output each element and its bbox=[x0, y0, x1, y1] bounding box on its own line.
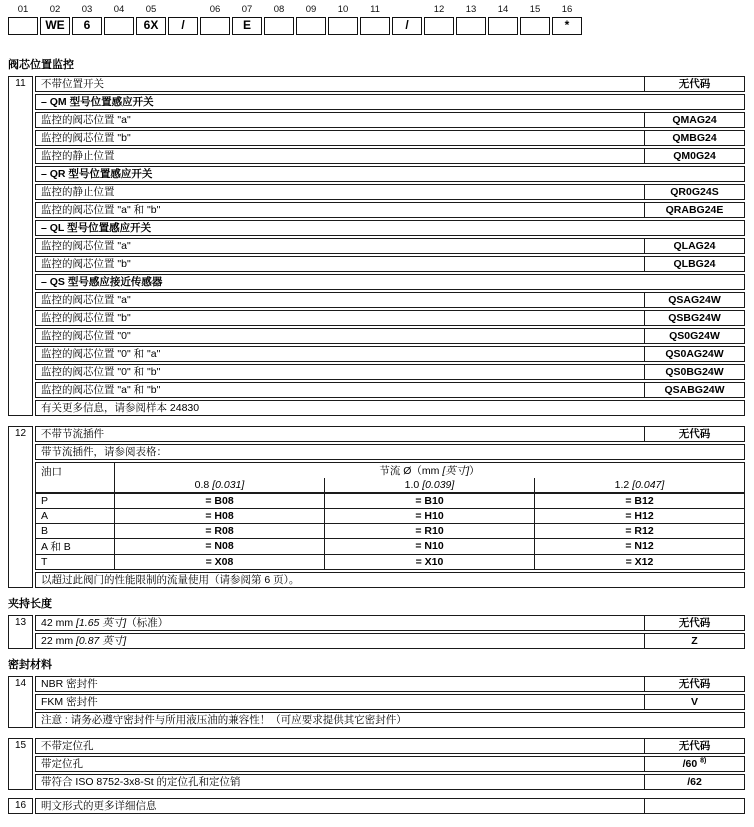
option-row bbox=[35, 738, 745, 754]
note-label: 有关更多信息，请参阅样本 24830 bbox=[41, 402, 200, 414]
section-number: 14 bbox=[8, 676, 33, 728]
option-row bbox=[35, 292, 745, 308]
port-cell: A 和 B bbox=[36, 538, 115, 554]
option-label: 42 mm [1.65 英寸]（标准） bbox=[41, 616, 169, 629]
option-label: 监控的阀芯位置 "a" bbox=[41, 240, 131, 252]
model-code-cell bbox=[200, 17, 230, 35]
option-label: 监控的静止位置 bbox=[41, 186, 115, 198]
option-row bbox=[35, 76, 745, 92]
subheader-label: – QS 型号感应接近传感器 bbox=[41, 276, 163, 288]
option-label: 22 mm [0.87 英寸] bbox=[41, 634, 127, 647]
port-column-header: 油口 bbox=[36, 463, 115, 494]
model-code-col-header: 04 bbox=[113, 4, 125, 15]
throttle-code-cell: = N10 bbox=[325, 538, 535, 554]
throttle-code-cell: = X10 bbox=[325, 554, 535, 569]
model-code-cell: * bbox=[552, 17, 582, 35]
option-label: NBR 密封件 bbox=[41, 677, 98, 690]
throttle-code-cell: = H10 bbox=[325, 508, 535, 523]
throttle-code-cell: = N08 bbox=[115, 538, 325, 554]
model-code-cell: / bbox=[392, 17, 422, 35]
section-number: 13 bbox=[8, 615, 33, 649]
section bbox=[8, 738, 745, 790]
option-row bbox=[35, 130, 745, 146]
option-code: 无代码 bbox=[644, 739, 744, 753]
section-rows bbox=[35, 76, 745, 416]
option-label: 监控的阀芯位置 "a" bbox=[41, 114, 131, 126]
throttle-table-holder bbox=[35, 462, 745, 570]
model-code-col-header: 07 bbox=[241, 4, 253, 15]
throttle-code-cell: = X12 bbox=[535, 554, 745, 569]
model-code-col-header bbox=[168, 3, 198, 16]
model-code-cell: / bbox=[168, 17, 198, 35]
throttle-data-row bbox=[36, 493, 745, 508]
model-code-col-header: 16 bbox=[561, 4, 573, 15]
option-row bbox=[35, 364, 745, 380]
option-code: 无代码 bbox=[644, 427, 744, 441]
option-row bbox=[35, 774, 745, 790]
throttle-subheader-row bbox=[36, 478, 745, 493]
throttle-table-body bbox=[36, 493, 745, 569]
model-code-col-header: 14 bbox=[497, 4, 509, 15]
option-label: 监控的阀芯位置 "a" bbox=[41, 294, 131, 306]
model-code-cell bbox=[264, 17, 294, 35]
option-row bbox=[35, 756, 745, 772]
section-number: 11 bbox=[8, 76, 33, 416]
option-label: 监控的静止位置 bbox=[41, 150, 115, 162]
option-code: QS0AG24W bbox=[644, 347, 744, 361]
model-code-cell bbox=[520, 17, 550, 35]
throttle-code-cell: = H08 bbox=[115, 508, 325, 523]
option-row bbox=[35, 633, 745, 649]
option-label: 监控的阀芯位置 "0" 和 "a" bbox=[41, 348, 161, 360]
model-code-cell: 6 bbox=[72, 17, 102, 35]
section bbox=[8, 615, 745, 649]
model-code-cell bbox=[296, 17, 326, 35]
option-label: 监控的阀芯位置 "0" bbox=[41, 330, 131, 342]
option-row bbox=[35, 256, 745, 272]
note-row bbox=[35, 572, 745, 588]
model-code-cell bbox=[456, 17, 486, 35]
diameter-value-header: 1.2 [0.047] bbox=[535, 478, 745, 493]
option-row bbox=[35, 202, 745, 218]
model-code-col-header: 09 bbox=[305, 4, 317, 15]
model-code-col-header: 15 bbox=[529, 4, 541, 15]
section-rows bbox=[35, 798, 745, 814]
option-code: 无代码 bbox=[644, 677, 744, 691]
model-code-col-header: 03 bbox=[81, 4, 93, 15]
option-code: QR0G24S bbox=[644, 185, 744, 199]
option-row bbox=[35, 676, 745, 692]
section-rows bbox=[35, 738, 745, 790]
subheader-label: – QL 型号位置感应开关 bbox=[41, 222, 152, 234]
option-code: QS0G24W bbox=[644, 329, 744, 343]
option-row bbox=[35, 328, 745, 344]
option-code: /60 $^{8)}$ bbox=[644, 757, 744, 771]
model-code-col-header: 11 bbox=[370, 4, 380, 15]
note-label: 带节流插件，请参阅表格： bbox=[41, 446, 167, 458]
section bbox=[8, 426, 745, 588]
model-code-col-header bbox=[392, 3, 422, 16]
option-label: 带定位孔 bbox=[41, 757, 83, 770]
subheader-row bbox=[35, 274, 745, 290]
model-code-cell bbox=[104, 17, 134, 35]
throttle-code-cell: = H12 bbox=[535, 508, 745, 523]
section-number: 15 bbox=[8, 738, 33, 790]
throttle-data-row bbox=[36, 538, 745, 554]
option-code: /62 bbox=[644, 775, 744, 789]
diameter-header: 节流 Ø（mm [英寸]） bbox=[115, 463, 745, 479]
section bbox=[8, 676, 745, 728]
model-code-cell: 6X bbox=[136, 17, 166, 35]
option-row bbox=[35, 615, 745, 631]
model-code-header-row bbox=[8, 3, 745, 16]
option-code: QM0G24 bbox=[644, 149, 744, 163]
model-code-col-header: 05 bbox=[145, 4, 157, 15]
option-label: FKM 密封件 bbox=[41, 695, 98, 708]
sections-container bbox=[8, 59, 745, 814]
subheader-row bbox=[35, 220, 745, 236]
option-code: QMBG24 bbox=[644, 131, 744, 145]
option-code bbox=[644, 799, 744, 813]
throttle-code-cell: = X08 bbox=[115, 554, 325, 569]
throttle-code-cell: = B12 bbox=[535, 493, 745, 508]
option-code: QLBG24 bbox=[644, 257, 744, 271]
section-title: 夹持长度 bbox=[8, 597, 52, 610]
option-code: QSABG24W bbox=[644, 383, 744, 397]
throttle-table-head bbox=[36, 463, 745, 494]
model-code-col-header: 12 bbox=[433, 4, 445, 15]
model-code-col-header: 10 bbox=[337, 4, 349, 15]
option-label: 不带位置开关 bbox=[41, 78, 104, 90]
diameter-value-header: 1.0 [0.039] bbox=[325, 478, 535, 493]
port-cell: A bbox=[36, 508, 115, 523]
option-code: V bbox=[644, 695, 744, 709]
model-code-col-header: 13 bbox=[465, 4, 477, 15]
section bbox=[8, 76, 745, 416]
port-cell: P bbox=[36, 493, 115, 508]
subheader-row bbox=[35, 166, 745, 182]
option-row bbox=[35, 694, 745, 710]
option-code: Z bbox=[644, 634, 744, 648]
option-label: 明文形式的更多详细信息 bbox=[41, 799, 157, 812]
option-row bbox=[35, 346, 745, 362]
option-row bbox=[35, 148, 745, 164]
model-code-col-header: 08 bbox=[273, 4, 285, 15]
option-row bbox=[35, 382, 745, 398]
note-label: 注意 : 请务必遵守密封件与所用液压油的兼容性！（可应要求提供其它密封件） bbox=[41, 713, 407, 726]
option-label: 监控的阀芯位置 "b" bbox=[41, 312, 131, 324]
code-footnote-sup: 8) bbox=[700, 757, 707, 764]
model-code-cell: E bbox=[232, 17, 262, 35]
option-row bbox=[35, 238, 745, 254]
throttle-code-cell: = R10 bbox=[325, 523, 535, 538]
option-code: 无代码 bbox=[644, 77, 744, 91]
section-number: 12 bbox=[8, 426, 33, 588]
port-cell: T bbox=[36, 554, 115, 569]
throttle-table bbox=[35, 462, 745, 570]
option-code: QS0BG24W bbox=[644, 365, 744, 379]
option-code: QSAG24W bbox=[644, 293, 744, 307]
model-code-cell bbox=[8, 17, 38, 35]
section-number: 16 bbox=[8, 798, 33, 814]
option-code: QRABG24E bbox=[644, 203, 744, 217]
model-code-cell bbox=[328, 17, 358, 35]
subheader-label: – QM 型号位置感应开关 bbox=[41, 96, 154, 108]
note-row bbox=[35, 712, 745, 728]
section-rows bbox=[35, 676, 745, 728]
throttle-code-cell: = R08 bbox=[115, 523, 325, 538]
model-code-cell bbox=[488, 17, 518, 35]
option-code: QMAG24 bbox=[644, 113, 744, 127]
model-code-cell bbox=[360, 17, 390, 35]
throttle-code-cell: = R12 bbox=[535, 523, 745, 538]
model-code-table bbox=[8, 3, 745, 35]
section-title: 密封材料 bbox=[8, 658, 52, 671]
subheader-row bbox=[35, 94, 745, 110]
section bbox=[8, 798, 745, 814]
diameter-value-header: 0.8 [0.031] bbox=[115, 478, 325, 493]
model-code-col-header: 02 bbox=[49, 4, 61, 15]
option-label: 监控的阀芯位置 "a" 和 "b" bbox=[41, 384, 161, 396]
section-rows bbox=[35, 426, 745, 588]
option-label: 监控的阀芯位置 "a" 和 "b" bbox=[41, 204, 161, 216]
section-rows bbox=[35, 615, 745, 649]
throttle-code-cell: = B10 bbox=[325, 493, 535, 508]
option-code: 无代码 bbox=[644, 616, 744, 630]
option-label: 监控的阀芯位置 "0" 和 "b" bbox=[41, 366, 161, 378]
note-row bbox=[35, 400, 745, 416]
option-row bbox=[35, 798, 745, 814]
option-label: 带符合 ISO 8752-3x8-St 的定位孔和定位销 bbox=[41, 775, 241, 788]
option-code: QSBG24W bbox=[644, 311, 744, 325]
option-row bbox=[35, 310, 745, 326]
throttle-header-row bbox=[36, 463, 745, 479]
model-code-cell: WE bbox=[40, 17, 70, 35]
throttle-data-row bbox=[36, 523, 745, 538]
option-row bbox=[35, 184, 745, 200]
throttle-data-row bbox=[36, 508, 745, 523]
option-row bbox=[35, 112, 745, 128]
model-code-col-header: 01 bbox=[17, 4, 29, 15]
option-label: 不带节流插件 bbox=[41, 428, 104, 440]
model-code-cell bbox=[424, 17, 454, 35]
note-row bbox=[35, 444, 745, 460]
note-label: 以超过此阀门的性能限制的流量使用（请参阅第 6 页）。 bbox=[41, 573, 300, 586]
port-cell: B bbox=[36, 523, 115, 538]
option-label: 不带定位孔 bbox=[41, 739, 94, 752]
model-code-col-header: 06 bbox=[209, 4, 221, 15]
option-label: 监控的阀芯位置 "b" bbox=[41, 132, 131, 144]
throttle-data-row bbox=[36, 554, 745, 569]
option-code: QLAG24 bbox=[644, 239, 744, 253]
option-row bbox=[35, 426, 745, 442]
section-title: 阀芯位置监控 bbox=[8, 59, 74, 71]
subheader-label: – QR 型号位置感应开关 bbox=[41, 168, 153, 180]
throttle-code-cell: = N12 bbox=[535, 538, 745, 554]
throttle-code-cell: = B08 bbox=[115, 493, 325, 508]
model-code-cell-row bbox=[8, 17, 745, 35]
option-label: 监控的阀芯位置 "b" bbox=[41, 258, 131, 270]
